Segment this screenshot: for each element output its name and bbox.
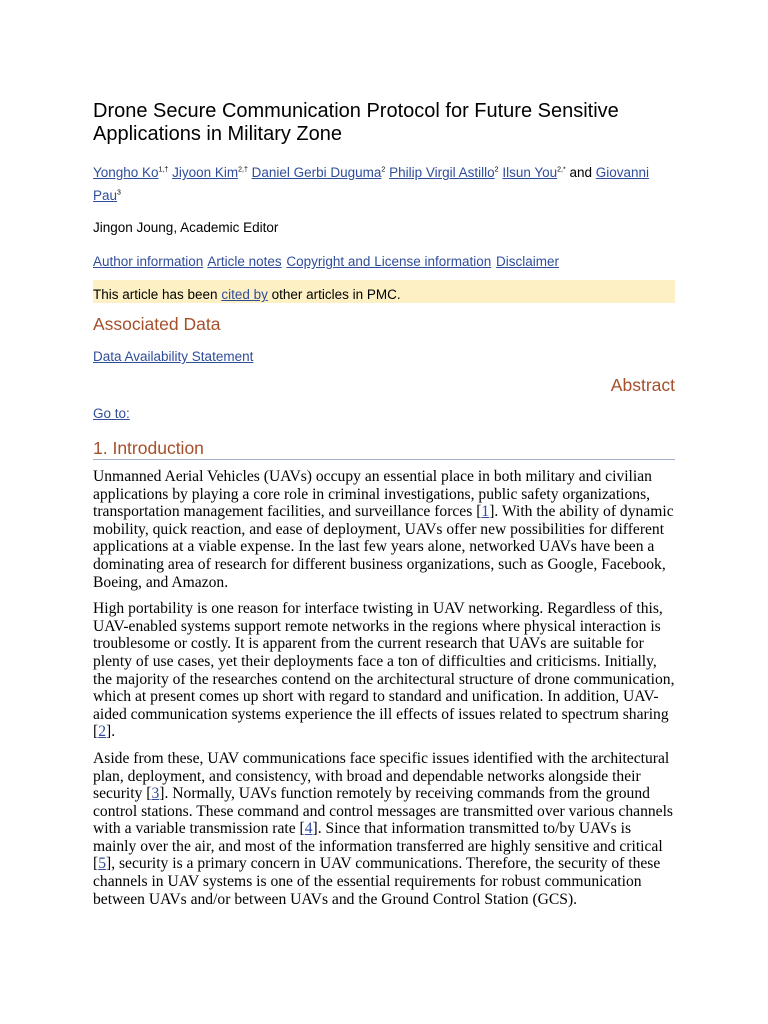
author-list <box>93 161 675 207</box>
article-body <box>93 468 675 917</box>
paragraph-text: High portability is one reason for interface twisting in UAV networking. Regardless of this, UAV-enabled systems support remote networks in the regions where physical interaction is troublesome or costly. It is apparent from the current research that UAVs are suitable for plenty of use cases, yet their deployments face a ton of difficulties and criticisms. Initially, the majority of the researches contend on the architectural structure of drone communication, which at present comes up short with regard to standard and unification. In addition, UAV-aided communication systems experience the ill effects of issues related to spectrum sharing [ <box>93 600 675 741</box>
paragraph-text: Aside from these, UAV communications face specific issues identified with the architectural plan, deployment, and consistency, with broad and dependable networks alongside their security [ <box>93 749 670 803</box>
copyright-license-link[interactable]: Copyright and License information <box>286 254 492 269</box>
reference-link-4[interactable]: 4 <box>304 820 313 838</box>
cited-prefix: This article has been <box>93 287 222 302</box>
paragraph-text: ], security is a primary concern in UAV communications. Therefore, the security of these channels in UAV systems is one of the essential requirements for robust communication between UAVs and/or between UAVs and the Ground Control Station (GCS). <box>93 855 661 908</box>
author-link-duguma[interactable]: Daniel Gerbi Duguma <box>251 165 382 180</box>
cited-suffix: other articles in PMC. <box>267 287 401 302</box>
paragraph-text: ]. Since that information transmitted to/by UAVs is mainly over the air, and most of the information transferred are highly sensitive and critical [ <box>93 820 663 873</box>
article-title: Drone Secure Communication Protocol for Future Sensitive Applications in Military Zone <box>93 100 619 145</box>
author-affiliation-marker: 2,† <box>238 166 248 174</box>
author-link-astillo[interactable]: Philip Virgil Astillo <box>389 165 495 180</box>
author-name-last: Pau <box>93 188 118 203</box>
cited-by-link[interactable]: cited by <box>221 287 268 302</box>
author-affiliation-marker: 2,* <box>557 166 566 174</box>
author-link-you[interactable]: Ilsun You <box>502 165 558 180</box>
paragraph-2 <box>93 600 675 741</box>
introduction-heading: 1. Introduction <box>93 437 675 460</box>
author-link-kim[interactable]: Jiyoon Kim <box>172 165 239 180</box>
academic-editor: Jingon Joung, Academic Editor <box>93 220 279 235</box>
and-text: and <box>569 165 592 180</box>
author-affiliation-marker: 1,† <box>158 166 169 174</box>
paragraph-text: ]. <box>106 723 116 741</box>
paragraph-3 <box>93 750 675 908</box>
author-information-link[interactable]: Author information <box>93 254 204 269</box>
paragraph-1 <box>93 468 675 591</box>
paragraph-text: ]. Normally, UAVs function remotely by receiving commands from the ground control stations. These command and control messages are transmitted over various channels with a variable transmission rate [ <box>93 785 673 838</box>
author-affiliation-marker: 2 <box>381 166 386 174</box>
reference-link-2[interactable]: 2 <box>98 723 106 741</box>
paragraph-text: ]. With the ability of dynamic mobility, quick reaction, and ease of deployment, UAVs offer new possibilities for different applications at a viable expense. In the last few years alone, networked UAVs have been a dominating area of research for different business organizations, such as Google, Facebook, Boeing, and Amazon. <box>93 503 674 591</box>
disclaimer-link[interactable]: Disclaimer <box>496 254 560 269</box>
author-name-first: Giovanni <box>595 165 650 180</box>
paragraph-text: Unmanned Aerial Vehicles (UAVs) occupy an essential place in both military and civilian applications by playing a core role in criminal investigations, public safety organizations, transportation management facilities, and surveillance forces [ <box>93 468 652 521</box>
author-link-ko[interactable]: Yongho Ko <box>93 165 159 180</box>
associated-data-heading[interactable]: Associated Data <box>93 314 221 334</box>
go-to-link[interactable]: Go to: <box>93 406 130 421</box>
reference-link-1[interactable]: 1 <box>481 503 490 521</box>
abstract-heading[interactable]: Abstract <box>610 375 675 395</box>
author-affiliation-marker: 3 <box>117 189 121 197</box>
author-affiliation-marker: 2 <box>494 166 499 174</box>
article-info-links <box>93 253 560 271</box>
reference-link-3[interactable]: 3 <box>151 785 160 803</box>
reference-link-5[interactable]: 5 <box>98 855 106 873</box>
data-availability-link[interactable]: Data Availability Statement <box>93 349 254 364</box>
article-notes-link[interactable]: Article notes <box>207 254 282 269</box>
cited-by-banner <box>93 280 675 303</box>
